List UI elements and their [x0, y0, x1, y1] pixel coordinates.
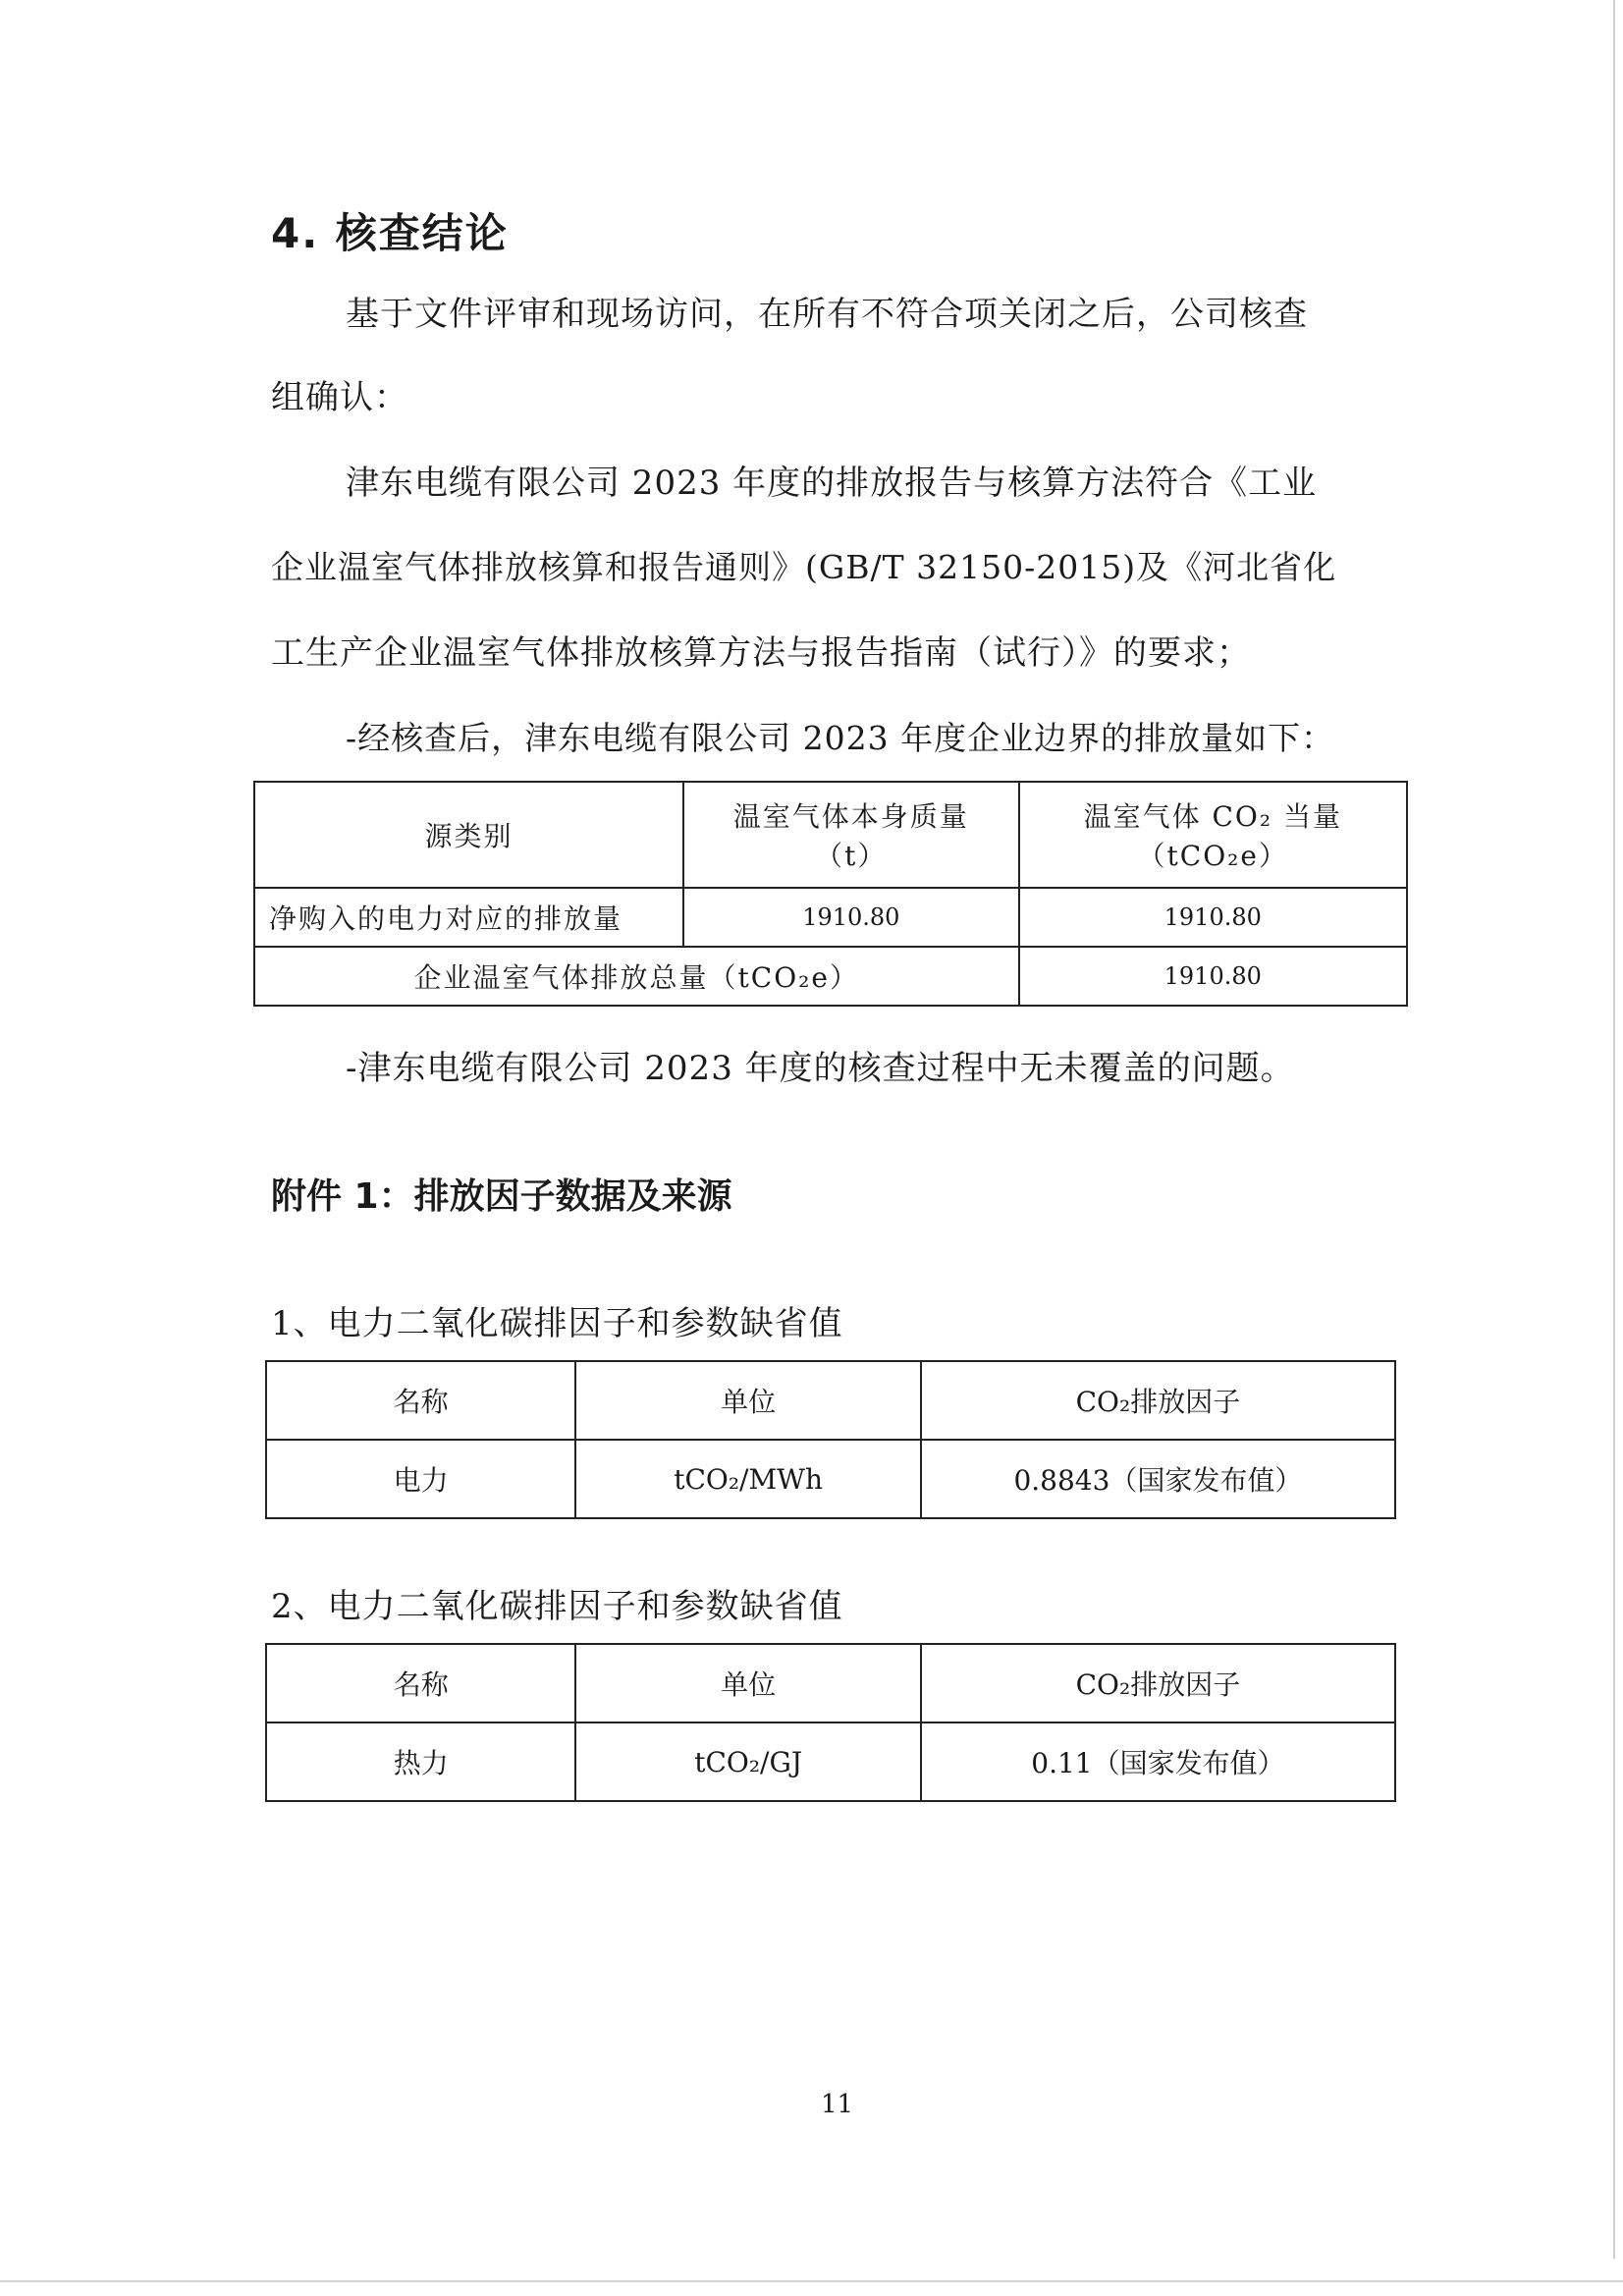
cell-name: 热力 — [266, 1722, 575, 1801]
scan-edge-bottom — [0, 2280, 1623, 2282]
header-mass — [683, 782, 1018, 888]
header-unit: 单位 — [575, 1361, 921, 1440]
paragraph-1: 基于文件评审和现场访问，在所有不符合项关闭之后，公司核查 — [346, 295, 1308, 334]
paragraph-7: -津东电缆有限公司 2023 年度的核查过程中无未覆盖的问题。 — [346, 1049, 1295, 1088]
header-name: 名称 — [266, 1361, 575, 1440]
factor-table-2-title: 2、电力二氧化碳排因子和参数缺省值 — [271, 1587, 843, 1626]
row-co2e: 1910.80 — [1019, 888, 1407, 947]
paragraph-5: 工生产企业温室气体排放核算方法与报告指南（试行）》的要求； — [271, 633, 1251, 673]
header-unit: 单位 — [575, 1644, 920, 1722]
header-name: 名称 — [266, 1644, 575, 1722]
cell-name: 电力 — [266, 1440, 575, 1518]
paragraph-4: 企业温室气体排放核算和报告通则》(GB/T 32150-2015)及《河北省化 — [271, 548, 1337, 586]
header-source: 源类别 — [254, 782, 683, 888]
scan-edge-right — [1613, 0, 1615, 2259]
factor-table-2 — [265, 1643, 1396, 1802]
table-row — [254, 888, 1407, 947]
row-mass: 1910.80 — [683, 888, 1018, 947]
table-total-row — [254, 947, 1407, 1006]
factor-table-2-header-row — [266, 1644, 1395, 1722]
paragraph-6: -经核查后，津东电缆有限公司 2023 年度企业边界的排放量如下： — [346, 719, 1335, 757]
factor-table-1-header-row — [266, 1361, 1395, 1440]
page-number: 11 — [821, 2090, 854, 2119]
header-factor: CO₂排放因子 — [921, 1361, 1395, 1440]
emission-table-header-row — [254, 782, 1407, 888]
header-factor: CO₂排放因子 — [921, 1644, 1395, 1722]
cell-factor: 0.11（国家发布值） — [921, 1722, 1395, 1801]
header-co2e: 温室气体 CO₂ 当量（tCO₂e） — [1019, 782, 1407, 888]
total-value: 1910.80 — [1019, 947, 1407, 1006]
factor-table-1-title: 1、电力二氧化碳排因子和参数缺省值 — [271, 1304, 843, 1343]
header-mass-line1: 温室气体本身质量 — [732, 800, 969, 833]
table-row — [266, 1722, 1395, 1801]
factor-table-1 — [265, 1360, 1396, 1519]
section-heading: 4. 核查结论 — [271, 209, 509, 257]
cell-factor: 0.8843（国家发布值） — [921, 1440, 1395, 1518]
cell-unit: tCO₂/GJ — [575, 1722, 920, 1801]
paragraph-2: 组确认： — [271, 378, 408, 417]
emission-table — [253, 781, 1408, 1007]
row-source: 净购入的电力对应的排放量 — [254, 888, 683, 947]
header-mass-line2: （t） — [815, 840, 888, 872]
attachment-title: 附件 1：排放因子数据及来源 — [271, 1176, 732, 1217]
paragraph-3: 津东电缆有限公司 2023 年度的排放报告与核算方法符合《工业 — [346, 464, 1318, 503]
table-row — [266, 1440, 1395, 1518]
cell-unit: tCO₂/MWh — [575, 1440, 921, 1518]
total-label: 企业温室气体排放总量（tCO₂e） — [254, 947, 1019, 1006]
